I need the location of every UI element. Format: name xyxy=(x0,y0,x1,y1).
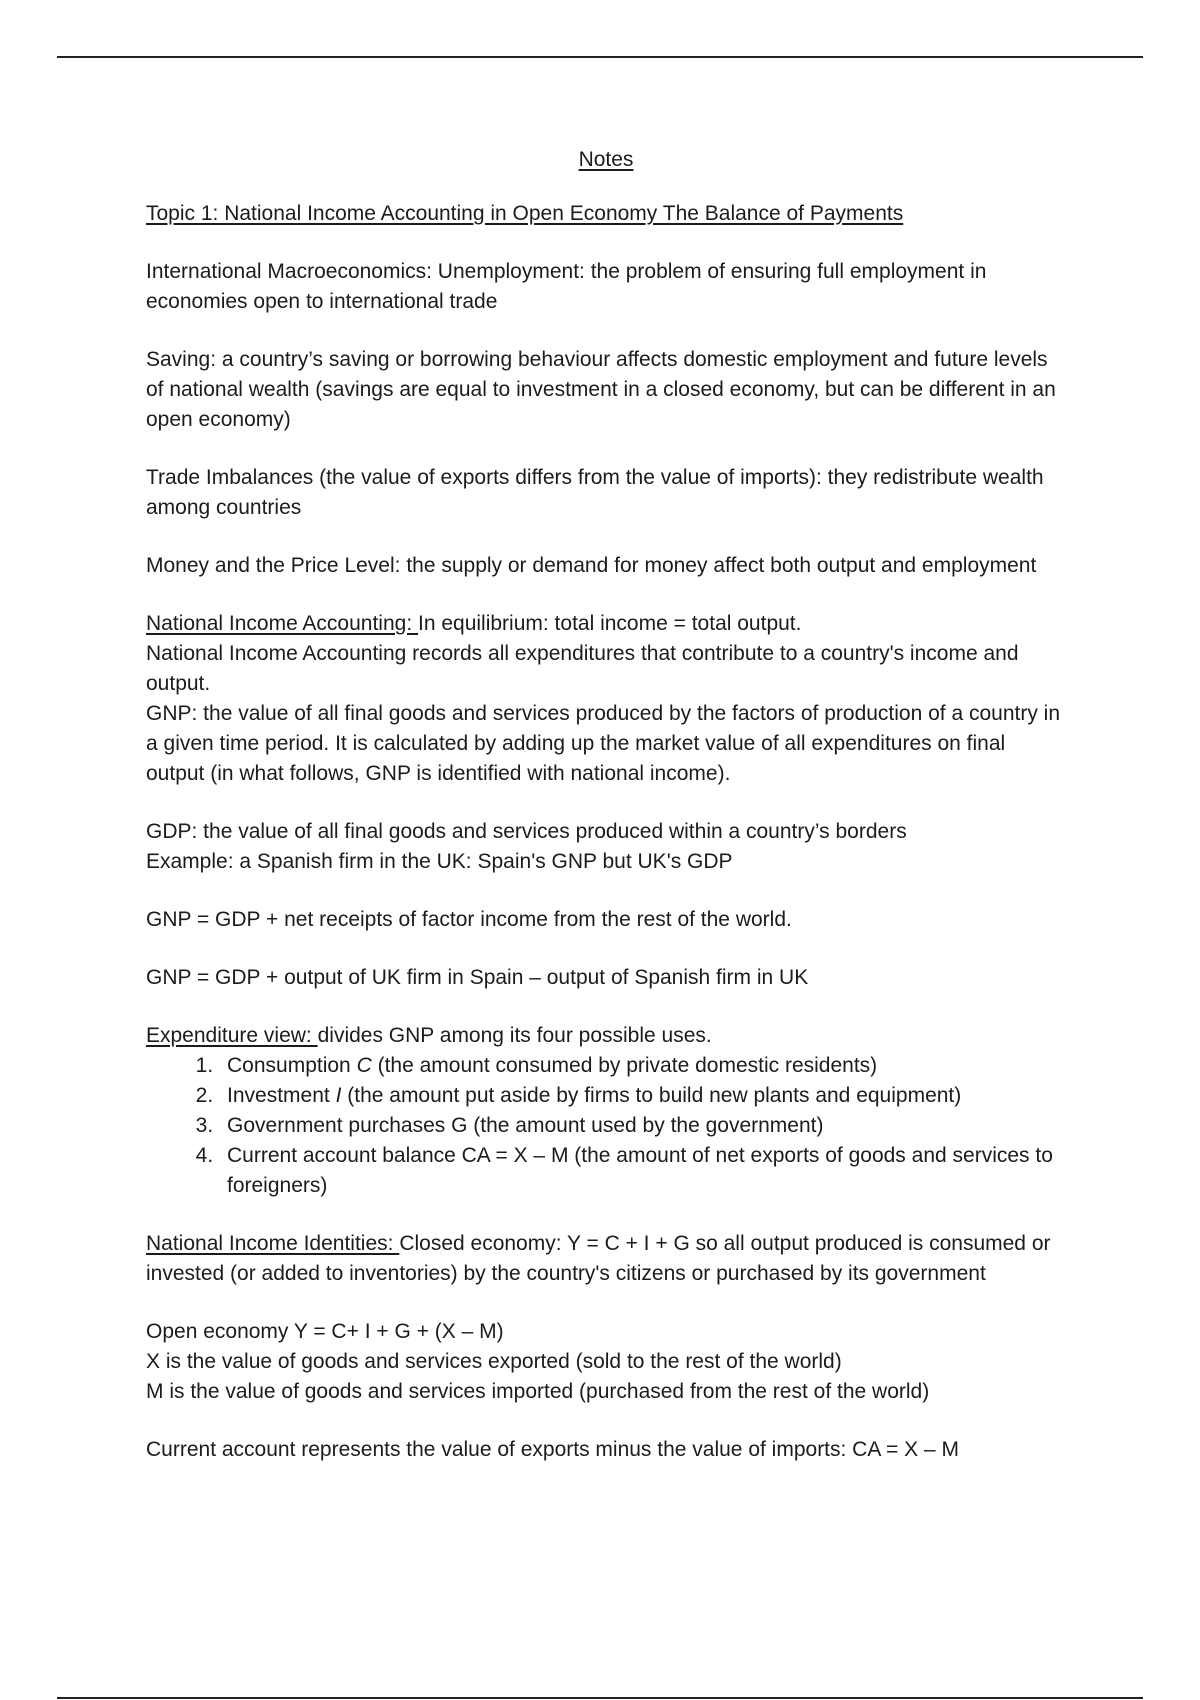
paragraph-nia-records: National Income Accounting records all expenditures that contribute to a country's income and output. xyxy=(146,642,1019,695)
document-body xyxy=(146,145,1066,1493)
paragraph-expenditure: Expenditure view: divides GNP among its four possible uses. xyxy=(146,1024,712,1047)
nia-label: National Income Accounting: xyxy=(146,612,418,635)
paragraph-gdp: GDP: the value of all final goods and services produced within a country’s borders xyxy=(146,820,907,843)
top-rule xyxy=(57,56,1143,58)
paragraph-saving: Saving: a country’s saving or borrowing behaviour affects domestic employment and future levels of national wealth (savings are equal to investment in a closed economy, but can be different in an open economy) xyxy=(146,348,1056,431)
paragraph-money: Money and the Price Level: the supply or demand for money affect both output and employment xyxy=(146,554,1037,577)
expenditure-list xyxy=(146,1051,1066,1201)
list-item: 4. Current account balance CA = X – M (the amount of net exports of goods and services to foreigners) xyxy=(219,1141,1066,1201)
open-economy-equation: Open economy Y = C+ I + G + (X – M) xyxy=(146,1320,504,1343)
open-economy-x: X is the value of goods and services exported (sold to the rest of the world) xyxy=(146,1350,842,1373)
paragraph-current-account: Current account represents the value of exports minus the value of imports: CA = X – M xyxy=(146,1438,959,1461)
paragraph-trade-imbalances: Trade Imbalances (the value of exports differs from the value of imports): they redistribute wealth among countries xyxy=(146,466,1044,519)
paragraph-identities: National Income Identities: Closed economy: Y = C + I + G so all output produced is consumed or invested (or added to inventories) by the country's citizens or purchased by its government xyxy=(146,1232,1051,1285)
expenditure-label: Expenditure view: xyxy=(146,1024,318,1047)
list-item: 1. Consumption C (the amount consumed by private domestic residents) xyxy=(219,1051,1066,1081)
paragraph-nia: National Income Accounting: In equilibrium: total income = total output. xyxy=(146,612,802,635)
equation-gnp-2: GNP = GDP + output of UK firm in Spain – output of Spanish firm in UK xyxy=(146,966,809,989)
topic-heading: Topic 1: National Income Accounting in Open Economy The Balance of Payments xyxy=(146,202,904,225)
list-item: 3. Government purchases G (the amount used by the government) xyxy=(219,1111,1066,1141)
open-economy-m: M is the value of goods and services imported (purchased from the rest of the world) xyxy=(146,1380,930,1403)
paragraph-gnp: GNP: the value of all final goods and services produced by the factors of production of a country in a given time period. It is calculated by adding up the market value of all expenditures on final output (in what follows, GNP is identified with national income). xyxy=(146,702,1061,785)
equation-gnp-1: GNP = GDP + net receipts of factor income from the rest of the world. xyxy=(146,908,792,931)
paragraph-gdp-example: Example: a Spanish firm in the UK: Spain's GNP but UK's GDP xyxy=(146,850,733,873)
paragraph-intl-macro: International Macroeconomics: Unemployment: the problem of ensuring full employment in economies open to international trade xyxy=(146,260,987,313)
list-item: 2. Investment I (the amount put aside by firms to build new plants and equipment) xyxy=(219,1081,1066,1111)
page-title: Notes xyxy=(578,148,634,171)
bottom-rule xyxy=(57,1697,1143,1699)
identities-label: National Income Identities: xyxy=(146,1232,400,1255)
